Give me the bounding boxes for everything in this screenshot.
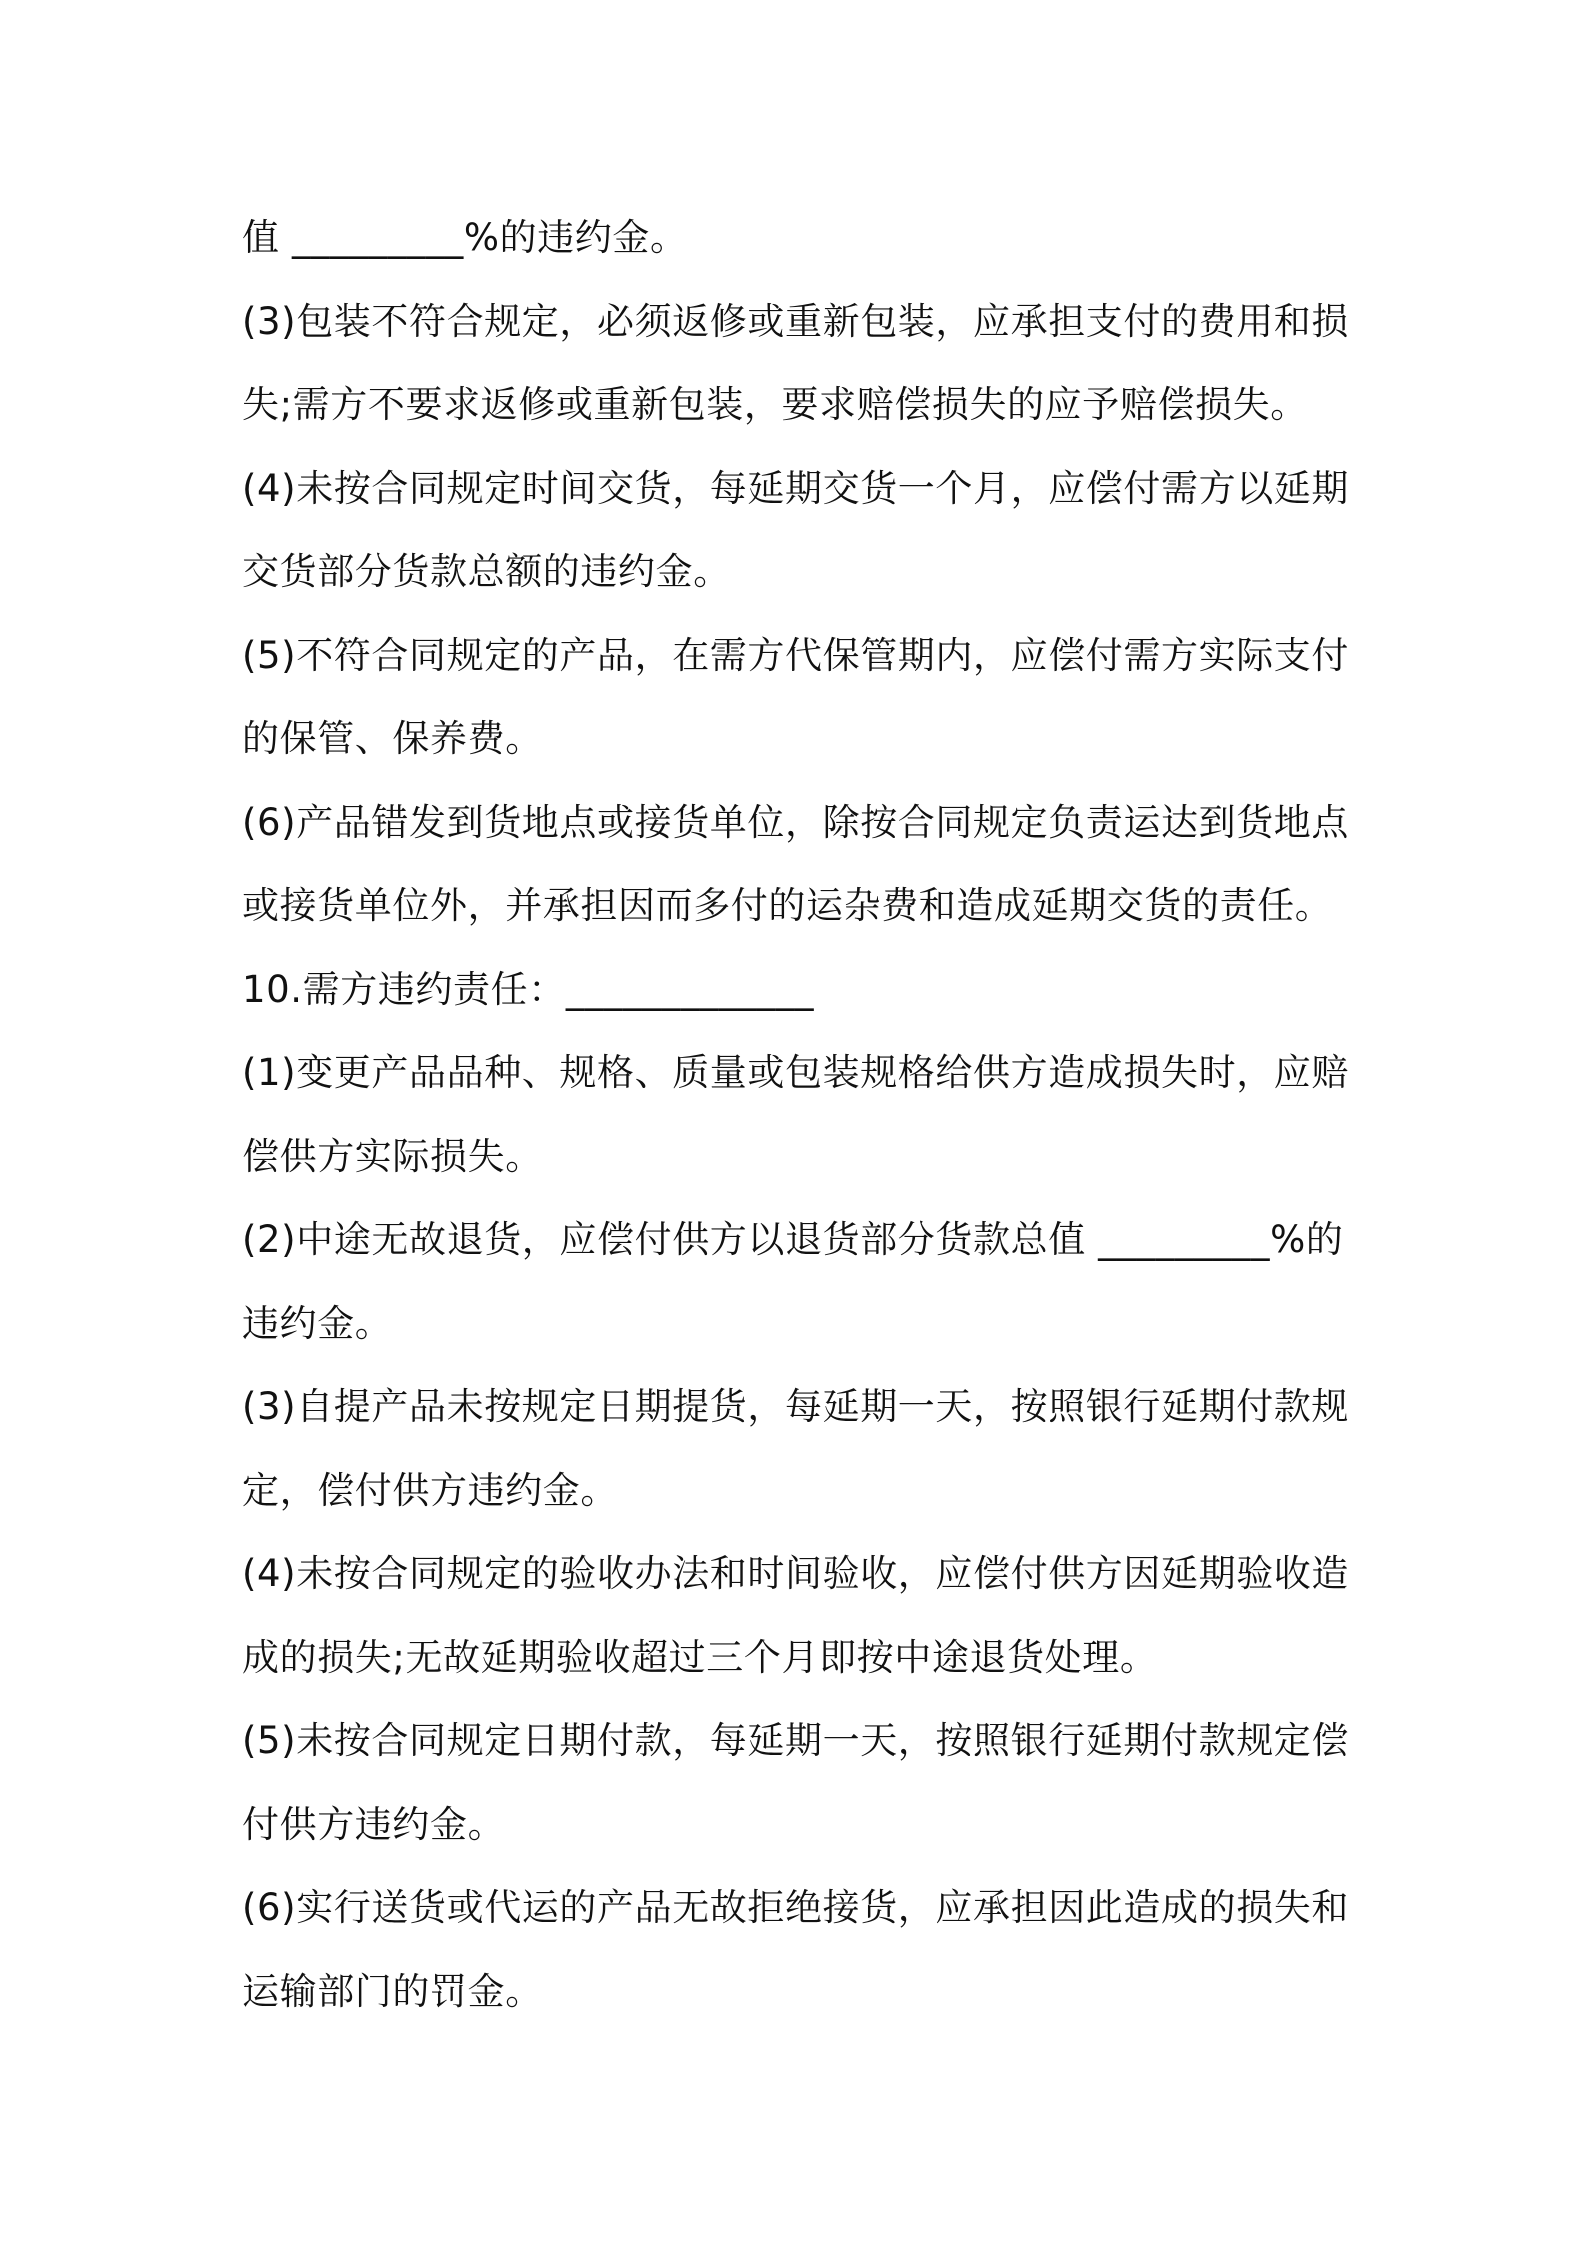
section-heading-buyer-liability: 10.需方违约责任：_____________ [242,967,815,1011]
paragraph-supplier-packaging: (3)包装不符合规定，必须返修或重新包装，应承担支付的费用和损失;需方不要求返修或重新包装，要求赔偿损失的应予赔偿损失。 [242,299,1350,426]
paragraph-buyer-return-goods: (2)中途无故退货，应偿付供方以退货部分货款总值 _________%的违约金。 [242,1218,1344,1345]
paragraph-buyer-late-inspection: (4)未按合同规定的验收办法和时间验收，应偿付供方因延期验收造成的损失;无故延期验收超过三个月即按中途退货处理。 [242,1552,1350,1679]
document-body [242,196,1352,2033]
paragraph-buyer-late-pickup: (3)自提产品未按规定日期提货，每延期一天，按照银行延期付款规定，偿付供方违约金。 [242,1385,1350,1512]
paragraph-buyer-late-payment: (5)未按合同规定日期付款，每延期一天，按照银行延期付款规定偿付供方违约金。 [242,1719,1350,1846]
paragraph-buyer-spec-change: (1)变更产品品种、规格、质量或包装规格给供方造成损失时，应赔偿供方实际损失。 [242,1051,1350,1178]
paragraph-penalty-rate-continuation: 值 _________%的违约金。 [242,216,688,259]
paragraph-supplier-misdelivery: (6)产品错发到货地点或接货单位，除按合同规定负责运达到货地点或接货单位外，并承担因而多付的运杂费和造成延期交货的责任。 [242,800,1350,927]
paragraph-supplier-late-delivery: (4)未按合同规定时间交货，每延期交货一个月，应偿付需方以延期交货部分货款总额的违约金。 [242,466,1350,593]
paragraph-supplier-nonconforming-storage: (5)不符合同规定的产品，在需方代保管期内，应偿付需方实际支付的保管、保养费。 [242,633,1350,760]
paragraph-buyer-refuse-delivery: (6)实行送货或代运的产品无故拒绝接货，应承担因此造成的损失和运输部门的罚金。 [242,1886,1350,2013]
